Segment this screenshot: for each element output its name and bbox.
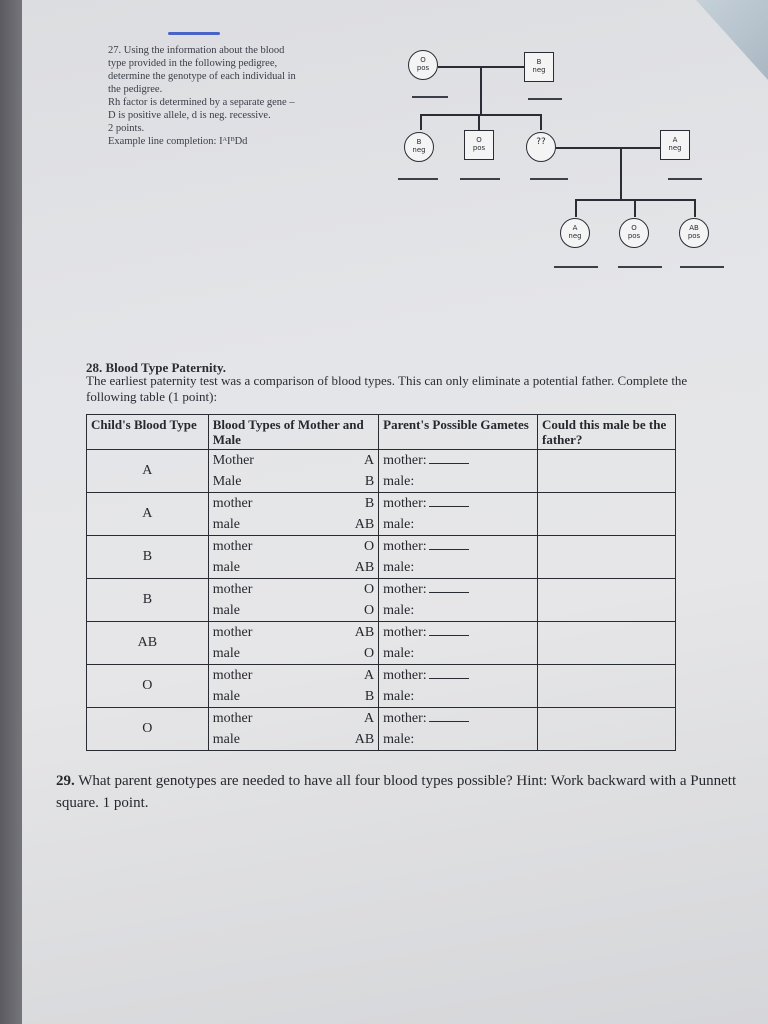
q27-line: the pedigree. <box>108 84 163 95</box>
mother-gametes[interactable] <box>383 665 533 686</box>
male-label: Male <box>212 474 242 489</box>
sibling-line <box>420 114 540 116</box>
gametes-cell <box>379 622 538 665</box>
mother-gametes-label: mother: <box>383 539 427 554</box>
gametes-cell <box>379 708 538 751</box>
gen3-female-3 <box>679 218 709 248</box>
father-answer-cell[interactable] <box>538 536 676 579</box>
answer-blank[interactable] <box>429 549 469 550</box>
paternity-table <box>86 414 676 751</box>
parent-labels <box>208 493 322 536</box>
mother-gametes-label: mother: <box>383 625 427 640</box>
header-child: Child's Blood Type <box>87 415 209 450</box>
q28-title: 28. Blood Type Paternity. <box>86 360 226 375</box>
q27-line: 2 points. <box>108 123 145 134</box>
descent-line <box>620 147 622 199</box>
mother-label: mother <box>212 625 253 640</box>
mother-blood-type: A <box>364 668 375 683</box>
q27-line: Example line completion: IᴬIᴮDd <box>108 136 248 147</box>
male-gametes-label: male: <box>383 603 415 618</box>
father-answer-cell[interactable] <box>538 579 676 622</box>
table-row <box>87 536 676 579</box>
parent-blood-types <box>322 450 378 493</box>
parent-blood-types <box>322 493 378 536</box>
child-blood-type: A <box>87 450 209 493</box>
blood-type: O <box>420 56 426 64</box>
header-father: Could this male be the father? <box>538 415 676 450</box>
header-gametes: Parent's Possible Gametes <box>379 415 538 450</box>
table-header-row <box>87 415 676 450</box>
father-answer-cell[interactable] <box>538 708 676 751</box>
gen2-male-1 <box>464 130 494 160</box>
genotype-blank <box>398 178 438 180</box>
rh-type: pos <box>687 232 701 240</box>
male-label: male <box>212 517 240 532</box>
gametes-cell <box>379 450 538 493</box>
mother-label: mother <box>212 539 253 554</box>
genotype-blank <box>460 178 500 180</box>
gen1-male <box>524 52 554 82</box>
mother-blood-type: A <box>364 711 375 726</box>
gen2-male-2 <box>660 130 690 160</box>
male-blood-type: B <box>364 474 375 489</box>
genotype-blank <box>668 178 702 180</box>
mother-gametes[interactable] <box>383 579 533 600</box>
genotype-blank <box>680 266 724 268</box>
question-27 <box>108 44 378 148</box>
child-line <box>694 199 696 217</box>
child-line <box>634 199 636 217</box>
mother-gametes[interactable] <box>383 493 533 514</box>
male-blood-type: O <box>364 646 375 661</box>
parent-labels <box>208 536 322 579</box>
male-gametes[interactable] <box>383 514 533 535</box>
gen3-female-1 <box>560 218 590 248</box>
table-row <box>87 708 676 751</box>
child-line <box>420 114 422 130</box>
mother-blood-type: O <box>364 539 375 554</box>
male-gametes-label: male: <box>383 732 415 747</box>
descent-line <box>480 66 482 114</box>
gametes-cell <box>379 579 538 622</box>
rh-type: neg <box>412 146 426 154</box>
rh-type: pos <box>472 144 486 152</box>
gametes-cell <box>379 493 538 536</box>
q27-line: Rh factor is determined by a separate gene – <box>108 97 295 108</box>
male-gametes[interactable] <box>383 729 533 750</box>
blood-type: A <box>672 136 678 144</box>
parent-labels <box>208 622 322 665</box>
rh-type: pos <box>416 64 430 72</box>
genotype-blank <box>530 178 568 180</box>
q29-text: What parent genotypes are needed to have all four blood types possible? Hint: Work backward with a Punnett square. 1 point. <box>56 773 737 811</box>
male-gametes[interactable] <box>383 557 533 578</box>
mother-gametes[interactable] <box>383 450 533 471</box>
child-blood-type: A <box>87 493 209 536</box>
q28-description: The earliest paternity test was a comparison of blood types. This can only eliminate a potential father. Complete the following table (1 point): <box>86 373 688 404</box>
mother-gametes[interactable] <box>383 622 533 643</box>
q27-line: D is positive allele, d is neg. recessive. <box>108 110 271 121</box>
table-row <box>87 579 676 622</box>
q27-line: type provided in the following pedigree, <box>108 58 278 69</box>
gametes-cell <box>379 665 538 708</box>
blood-type: B <box>416 138 422 146</box>
male-gametes-label: male: <box>383 689 415 704</box>
marriage-line <box>556 147 660 149</box>
rh-type: neg <box>532 66 546 74</box>
male-label: male <box>212 560 240 575</box>
male-label: male <box>212 732 240 747</box>
mother-blood-type: A <box>364 453 375 468</box>
parent-blood-types <box>322 622 378 665</box>
gen2-female-1 <box>404 132 434 162</box>
blood-type: AB <box>689 224 699 232</box>
genotype-blank <box>618 266 662 268</box>
gametes-cell <box>379 536 538 579</box>
child-blood-type: B <box>87 579 209 622</box>
male-label: male <box>212 603 240 618</box>
question-29 <box>56 770 756 814</box>
male-blood-type: AB <box>354 560 375 575</box>
answer-blank[interactable] <box>429 592 469 593</box>
q29-number: 29. <box>56 773 75 789</box>
mother-blood-type: O <box>364 582 375 597</box>
blood-type: B <box>536 58 542 66</box>
rh-type: neg <box>568 232 582 240</box>
male-label: male <box>212 689 240 704</box>
mother-gametes[interactable] <box>383 536 533 557</box>
male-gametes[interactable] <box>383 600 533 621</box>
blood-type: ?? <box>536 137 546 147</box>
mother-label: mother <box>212 582 253 597</box>
gen1-female <box>408 50 438 80</box>
blood-type: A <box>572 224 578 232</box>
male-gametes-label: male: <box>383 560 415 575</box>
mother-gametes-label: mother: <box>383 668 427 683</box>
blue-pen-mark <box>168 32 220 35</box>
male-blood-type: O <box>364 603 375 618</box>
mother-label: Mother <box>212 453 254 468</box>
parent-labels <box>208 450 322 493</box>
rh-type: neg <box>668 144 682 152</box>
mother-label: mother <box>212 668 253 683</box>
q27-line: determine the genotype of each individual in <box>108 71 296 82</box>
answer-blank[interactable] <box>429 678 469 679</box>
answer-blank[interactable] <box>429 463 469 464</box>
male-gametes-label: male: <box>383 646 415 661</box>
child-blood-type: AB <box>87 622 209 665</box>
header-blood-types: Blood Types of Mother and Male <box>208 415 378 450</box>
blood-type: O <box>476 136 482 144</box>
mother-label: mother <box>212 496 253 511</box>
parent-blood-types <box>322 708 378 751</box>
gen2-female-2 <box>526 132 556 162</box>
child-line <box>575 199 577 217</box>
father-answer-cell[interactable] <box>538 450 676 493</box>
male-gametes[interactable] <box>383 471 533 492</box>
parent-labels <box>208 708 322 751</box>
male-blood-type: AB <box>354 517 375 532</box>
father-answer-cell[interactable] <box>538 665 676 708</box>
male-gametes-label: male: <box>383 474 415 489</box>
genotype-blank <box>412 96 448 98</box>
child-blood-type: B <box>87 536 209 579</box>
table-row <box>87 450 676 493</box>
genotype-blank <box>554 266 598 268</box>
father-answer-cell[interactable] <box>538 493 676 536</box>
mother-gametes-label: mother: <box>383 496 427 511</box>
parent-blood-types <box>322 579 378 622</box>
mother-gametes[interactable] <box>383 708 533 729</box>
child-line <box>478 114 480 130</box>
table-row <box>87 622 676 665</box>
parent-blood-types <box>322 665 378 708</box>
male-gametes-label: male: <box>383 517 415 532</box>
parent-labels <box>208 579 322 622</box>
table-row <box>87 665 676 708</box>
genotype-blank <box>528 98 562 100</box>
pedigree-chart <box>390 40 730 280</box>
parent-labels <box>208 665 322 708</box>
mother-gametes-label: mother: <box>383 711 427 726</box>
father-answer-cell[interactable] <box>538 622 676 665</box>
male-blood-type: AB <box>354 732 375 747</box>
gen3-female-2 <box>619 218 649 248</box>
child-blood-type: O <box>87 708 209 751</box>
answer-blank[interactable] <box>429 721 469 722</box>
mother-blood-type: B <box>364 496 375 511</box>
child-blood-type: O <box>87 665 209 708</box>
mother-gametes-label: mother: <box>383 453 427 468</box>
answer-blank[interactable] <box>429 506 469 507</box>
male-label: male <box>212 646 240 661</box>
male-blood-type: B <box>364 689 375 704</box>
q27-line: 27. Using the information about the blood <box>108 45 285 56</box>
parent-blood-types <box>322 536 378 579</box>
mother-blood-type: AB <box>354 625 375 640</box>
male-gametes[interactable] <box>383 643 533 664</box>
rh-type: pos <box>627 232 641 240</box>
mother-label: mother <box>212 711 253 726</box>
answer-blank[interactable] <box>429 635 469 636</box>
table-row <box>87 493 676 536</box>
blood-type: O <box>631 224 637 232</box>
mother-gametes-label: mother: <box>383 582 427 597</box>
male-gametes[interactable] <box>383 686 533 707</box>
child-line <box>540 114 542 130</box>
